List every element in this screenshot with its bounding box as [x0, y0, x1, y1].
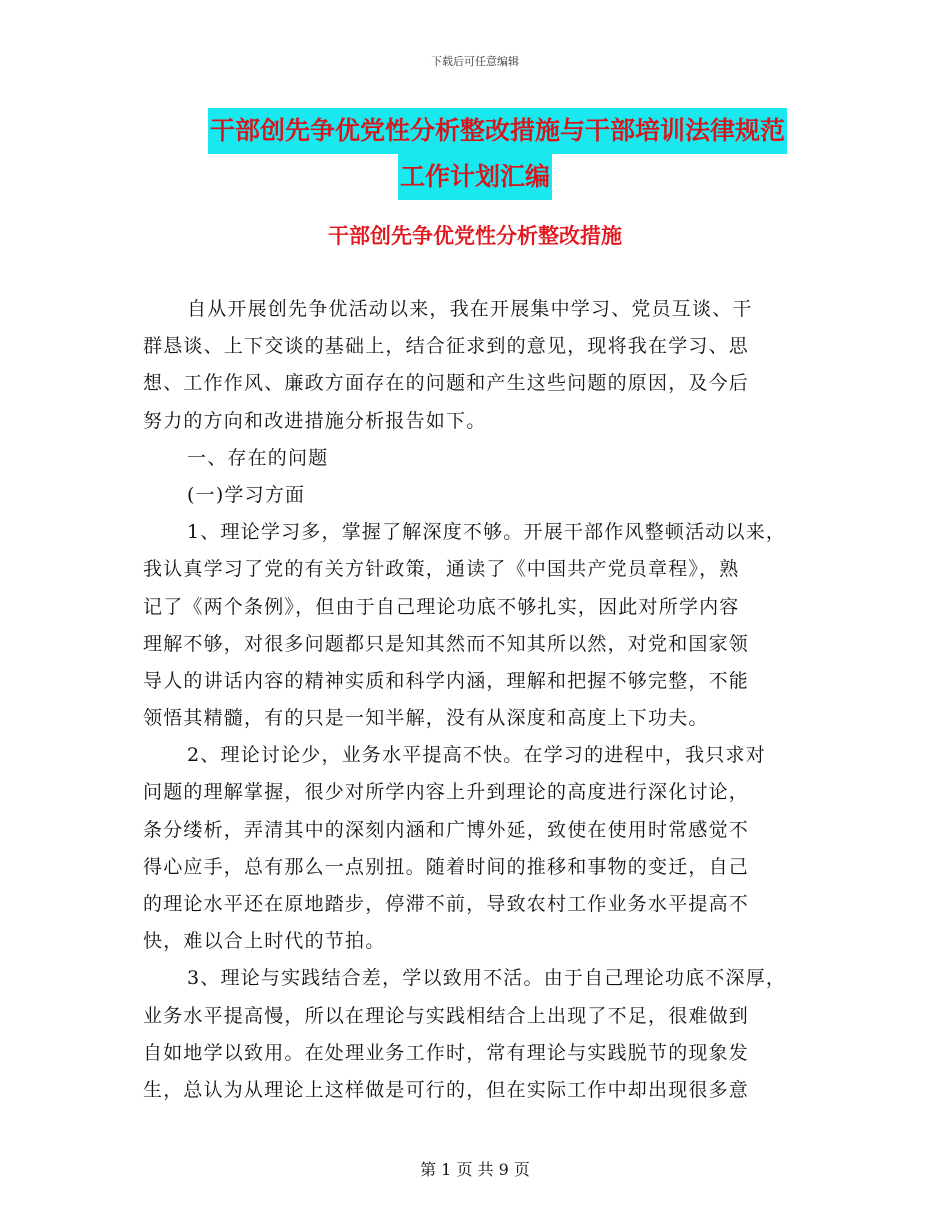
paragraph-line: 3、理论与实践结合差，学以致用不活。由于自己理论功底不深厚，: [187, 967, 787, 990]
title-line-1: 干部创先争优党性分析整改措施与干部培训法律规范: [208, 108, 787, 154]
paragraph-line: 条分缕析，弄清其中的深刻内涵和广博外延，致使在使用时常感觉不: [143, 818, 750, 841]
paragraph-line: 业务水平提高慢，所以在理论与实践相结合上出现了不足，很难做到: [143, 1004, 750, 1027]
paragraph-line: 记了《两个条例》，但由于自己理论功底不够扎实，因此对所学内容: [143, 595, 740, 618]
paragraph-line: 问题的理解掌握，很少对所学内容上升到理论的高度进行深化讨论，: [143, 781, 750, 804]
heading-line: 一、存在的问题: [187, 446, 329, 469]
paragraph-line: 理解不够，对很多问题都只是知其然而不知其所以然，对党和国家领: [143, 632, 750, 655]
paragraph-line: 2、理论讨论少，业务水平提高不快。在学习的进程中，我只求对: [187, 744, 766, 767]
paragraph-line: 想、工作作风、廉政方面存在的问题和产生这些问题的原因，及今后: [143, 372, 750, 395]
paragraph-line: 群恳谈、上下交谈的基础上，结合征求到的意见，现将我在学习、思: [143, 335, 750, 358]
paragraph-line: 得心应手，总有那么一点别扭。随着时间的推移和事物的变迁，自己: [143, 855, 750, 878]
paragraph-line: 的理论水平还在原地踏步，停滞不前，导致农村工作业务水平提高不: [143, 893, 750, 915]
document-title: [0, 108, 950, 200]
paragraph-line: 快，难以合上时代的节拍。: [143, 930, 386, 953]
paragraph-line: 自从开展创先争优活动以来，我在开展集中学习、党员互谈、干: [187, 298, 753, 320]
title-line-2: 工作计划汇编: [398, 154, 552, 200]
header-note: 下载后可任意编辑: [431, 55, 519, 68]
body-text: [143, 291, 843, 1109]
subheading-line: (一)学习方面: [187, 483, 306, 506]
paragraph-line: 我认真学习了党的有关方针政策，通读了《中国共产党员章程》，熟: [143, 558, 740, 581]
paragraph-line: 领悟其精髓，有的只是一知半解，没有从深度和高度上下功夫。: [143, 707, 709, 730]
paragraph-line: 努力的方向和改进措施分析报告如下。: [143, 409, 487, 432]
paragraph-line: 自如地学以致用。在处理业务工作时，常有理论与实践脱节的现象发: [143, 1041, 750, 1064]
page-number-footer: 第 1 页 共 9 页: [420, 1160, 530, 1179]
section-title: 干部创先争优党性分析整改措施: [328, 224, 622, 248]
paragraph-line: 生，总认为从理论上这样做是可行的，但在实际工作中却出现很多意: [143, 1078, 750, 1101]
paragraph-line: 导人的讲话内容的精神实质和科学内涵，理解和把握不够完整，不能: [143, 669, 750, 692]
paragraph-line: 1、理论学习多，掌握了解深度不够。开展干部作风整顿活动以来，: [187, 521, 787, 544]
